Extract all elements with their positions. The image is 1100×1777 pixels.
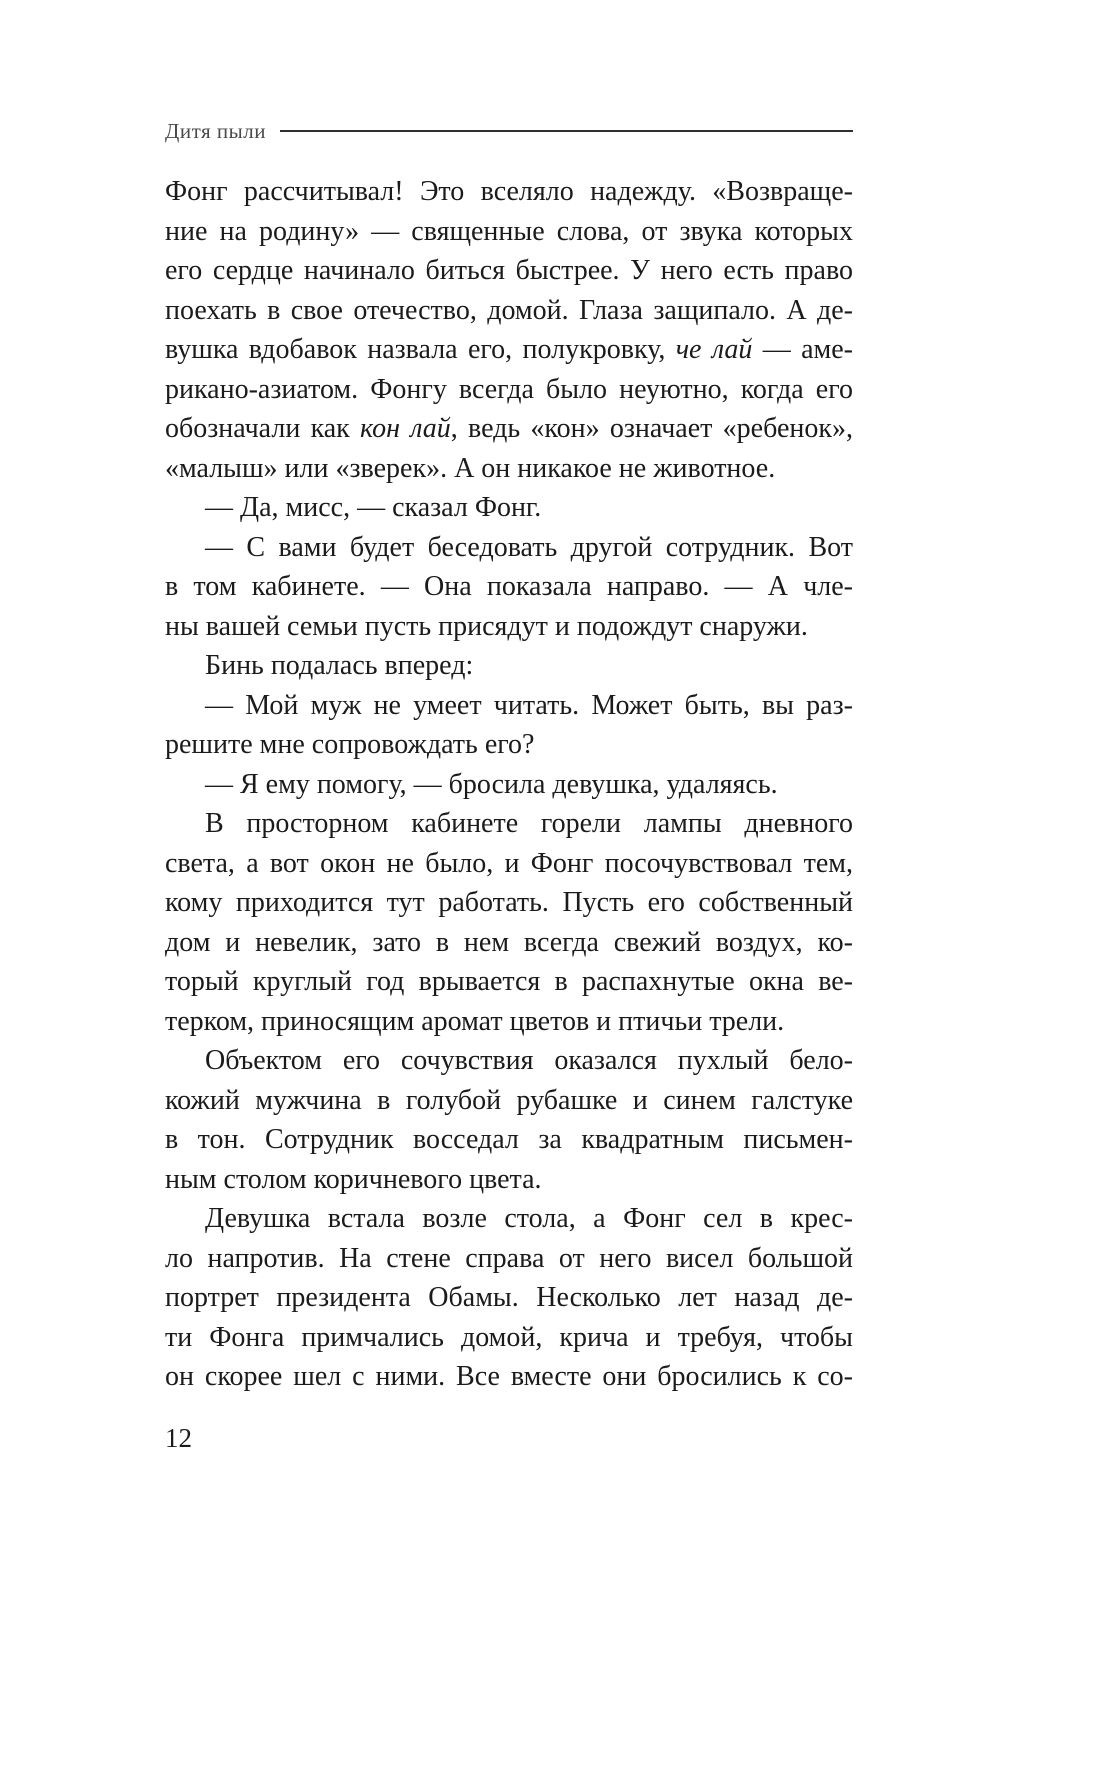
text-line [165, 1357, 853, 1397]
text-line [165, 528, 853, 568]
text-line [165, 1199, 853, 1239]
text-line [165, 686, 853, 726]
text-segment: дом и невелик, зато в нем всегда свежий воздух, ко- [165, 926, 853, 958]
italic-text: кон лай [360, 413, 451, 444]
text-segment: — Мой муж не умеет читать. Может быть, вы раз- [205, 689, 853, 721]
paragraph [165, 686, 853, 765]
header-rule [280, 130, 853, 132]
text-line [165, 1278, 853, 1318]
text-segment: Фонг рассчитывал! Это вселяло надежду. «Возвраще- [165, 176, 853, 207]
text-segment: ны вашей семьи пусть присядут и подождут снаружи. [165, 610, 808, 642]
text-line [165, 488, 853, 528]
text-segment: его сердце начинало биться быстрее. У него есть право [165, 255, 853, 286]
text-segment: — Я ему помогу, — бросила девушка, удаляясь. [205, 768, 778, 800]
text-line [165, 804, 853, 844]
text-segment: света, а вот окон не было, и Фонг посочувствовал тем, [165, 847, 853, 879]
text-line [165, 1120, 853, 1160]
text-line [165, 1318, 853, 1358]
text-segment: «малыш» или «зверек». А он никакое не животное. [165, 452, 776, 484]
text-segment: в том кабинете. — Она показала направо. — А чле- [165, 571, 853, 602]
text-segment: ло напротив. На стене справа от него висел большой [165, 1242, 853, 1274]
text-line [165, 1081, 853, 1121]
text-line [165, 607, 853, 647]
text-line [165, 567, 853, 607]
italic-text: че лай [675, 334, 753, 365]
paragraph [165, 1041, 853, 1199]
text-segment: — Да, мисс, — сказал Фонг. [205, 492, 542, 523]
text-line [165, 923, 853, 963]
text-line [165, 251, 853, 291]
paragraph [165, 646, 853, 686]
paragraph [165, 804, 853, 1041]
text-line [165, 765, 853, 805]
text-segment: поехать в свое отечество, домой. Глаза защипало. А де- [165, 294, 853, 326]
text-segment: ние на родину» — священные слова, от звука которых [165, 215, 853, 247]
text-line [165, 883, 853, 923]
text-segment: рикано-азиатом. Фонгу всегда было неуютно, когда его [165, 373, 853, 405]
text-segment: Объектом его сочувствия оказался пухлый бело- [205, 1045, 853, 1076]
text-segment: вушка вдобавок назвала его, полукровку, [165, 334, 676, 365]
text-line [165, 962, 853, 1002]
paragraph [165, 1199, 853, 1397]
paragraph [165, 528, 853, 647]
paragraph [165, 765, 853, 805]
book-page [165, 118, 853, 1454]
text-segment: кожий мужчина в голубой рубашке и синем галстуке [165, 1084, 853, 1116]
text-segment: , ведь «кон» означает «ребенок», [450, 413, 853, 444]
text-line [165, 291, 853, 331]
text-segment: Бинь подалась вперед: [205, 650, 474, 681]
text-line [165, 844, 853, 884]
text-line [165, 409, 853, 449]
text-segment: Девушка встала возле стола, а Фонг сел в крес- [205, 1203, 853, 1234]
text-segment: — аме- [752, 334, 853, 365]
running-header [165, 118, 853, 144]
page-number: 12 [165, 1422, 192, 1453]
text-line [165, 330, 853, 370]
text-segment: кому приходится тут работать. Пусть его собственный [165, 887, 853, 918]
text-line [165, 212, 853, 252]
text-line [165, 449, 853, 489]
header-title: Дитя пыли [165, 118, 266, 143]
text-line [165, 1239, 853, 1279]
text-segment: в тон. Сотрудник восседал за квадратным письмен- [165, 1124, 853, 1155]
text-line [165, 172, 853, 212]
text-line [165, 646, 853, 686]
text-segment: портрет президента Обамы. Несколько лет назад де- [165, 1282, 853, 1313]
text-segment: ти Фонга примчались домой, крича и требуя, чтобы [165, 1321, 853, 1353]
text-segment: решите мне сопровождать его? [165, 729, 535, 760]
text-segment: торый круглый год врывается в распахнутые окна ве- [165, 966, 853, 997]
body-text [165, 172, 853, 1397]
text-line [165, 725, 853, 765]
text-segment: ным столом коричневого цвета. [165, 1163, 542, 1195]
paragraph [165, 172, 853, 488]
text-segment: терком, приносящим аромат цветов и птичьи трели. [165, 1005, 785, 1037]
text-line [165, 1160, 853, 1200]
text-line [165, 1002, 853, 1042]
text-segment: — С вами будет беседовать другой сотрудник. Вот [205, 531, 853, 563]
text-segment: обозначали как [165, 413, 361, 444]
text-line [165, 370, 853, 410]
text-segment: он скорее шел с ними. Все вместе они бросились к со- [165, 1361, 853, 1392]
paragraph [165, 488, 853, 528]
text-segment: В просторном кабинете горели лампы дневного [205, 808, 853, 839]
text-line [165, 1041, 853, 1081]
